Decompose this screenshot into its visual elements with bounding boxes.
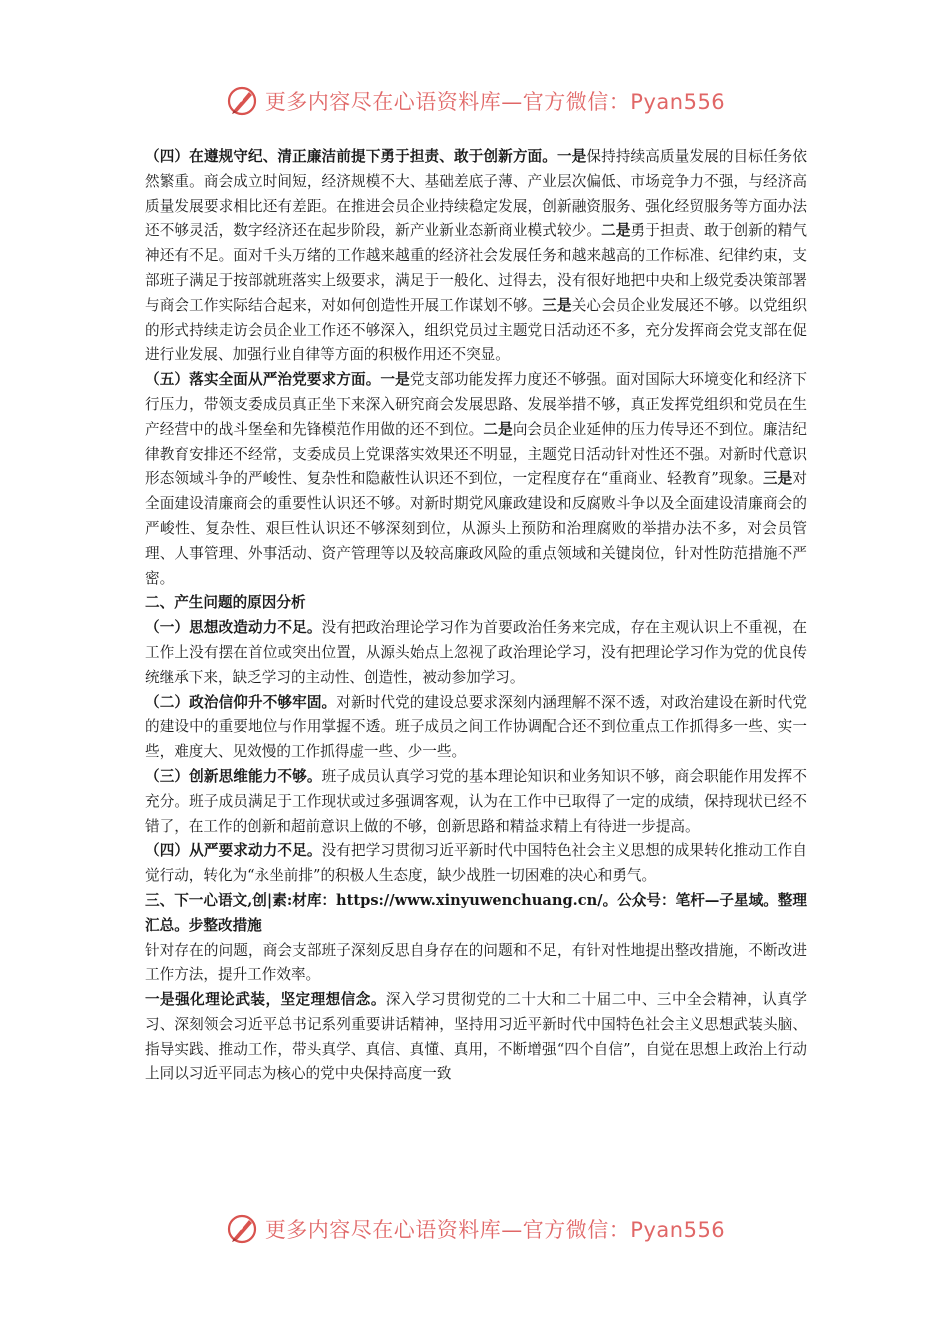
paragraph bbox=[145, 691, 807, 765]
paragraph bbox=[145, 765, 807, 839]
bold-text: 三是 bbox=[762, 470, 793, 488]
body-text: 对新时代党的建设总要求深刻内涵理解不深不透，对政治建设在新时代党的建设中的重要地位与作用掌握不透。班子成员之间工作协调配合还不到位重点工作抓得多一些、实一些，难度大、见效慢的工作抓得虚一些、少一些。 bbox=[145, 693, 807, 761]
body-text: 向会员企业延伸的压力传导还不到位。廉洁纪律教育安排还不经常，支委成员上党课落实效果还不明显，主题党日活动针对性还不强。对新时代意识形态领域斗争的严峻性、复杂性和隐蔽性认识还不到位，一定程度存在“重商业、轻教育”现象。 bbox=[145, 420, 807, 488]
paragraph bbox=[145, 591, 807, 616]
pen-logo-icon bbox=[225, 84, 259, 118]
body-text: 保持持续高质量发展的目标任务依然繁重。商会成立时间短，经济规模不大、基础差底子薄、产业层次偏低、市场竞争力不强，与经济高质量发展要求相比还有差距。在推进会员企业持续稳定发展，创新融资服务、强化经贸服务等方面办法还不够灵活，数字经济还在起步阶段，新产业新业态新商业模式较少。 bbox=[145, 148, 807, 240]
document-body bbox=[145, 145, 807, 1087]
bold-text: 一是 bbox=[556, 148, 587, 165]
body-text: 党支部功能发挥力度还不够强。面对国际大环境变化和经济下行压力，带领支委成员真正坐下来深入研究商会发展思路、发展举措不够，真正发挥党组织和党员在生产经营中的战斗堡垒和先锋模范作用做的还不到位。 bbox=[145, 371, 807, 438]
paragraph bbox=[145, 939, 807, 989]
bold-text: 三、下一心语文,创|素:材库：https://www.xinyuwenchuang.cn/。公众号：笔杆—子星域。整理汇总。步整改措施 bbox=[145, 891, 807, 934]
paragraph bbox=[145, 368, 807, 591]
bold-text: （三）创新思维能力不够。 bbox=[145, 767, 322, 785]
banner-text: 更多内容尽在心语资料库—官方微信：Pyan556 bbox=[264, 90, 726, 114]
bold-text: 二是 bbox=[483, 420, 513, 438]
bold-text: 三是 bbox=[542, 296, 572, 314]
bold-text: 二、产生问题的原因分析 bbox=[145, 594, 306, 612]
bold-text: 一是强化理论武装，坚定理想信念。 bbox=[145, 991, 386, 1009]
bold-text: （二）政治信仰升不够牢固。 bbox=[145, 693, 337, 711]
paragraph bbox=[145, 616, 807, 690]
body-text: 深入学习贯彻党的二十大和二十届二中、三中全会精神，认真学习、深刻领会习近平总书记系列重要讲话精神，坚持用习近平新时代中国特色社会主义思想武装头脑、指导实践、推动工作，带头真学、真信、真懂、真用，不断增强“四个自信”，自觉在思想上政治上行动上同以习近平同志为核心的党中央保持高度一致 bbox=[145, 991, 807, 1083]
body-text: 对全面建设清廉商会的重要性认识还不够。对新时期党风廉政建设和反腐败斗争以及全面建设清廉商会的严峻性、复杂性、艰巨性认识还不够深刻到位，从源头上预防和治理腐败的举措办法不多，对会员管理、人事管理、外事活动、资产管理等以及较高廉政风险的重点领域和关键岗位，针对性防范措施不严密。 bbox=[145, 470, 807, 587]
bold-text: 二是 bbox=[601, 222, 631, 240]
body-text: 班子成员认真学习党的基本理论知识和业务知识不够，商会职能作用发挥不充分。班子成员满足于工作现状或过多强调客观，认为在工作中已取得了一定的成绩，保持现状已经不错了，在工作的创新和超前意识上做的不够，创新思路和精益求精上有待进一步提高。 bbox=[145, 767, 807, 835]
pen-logo-icon bbox=[225, 1212, 259, 1246]
bold-text: （四）从严要求动力不足。 bbox=[145, 842, 322, 860]
footer-banner bbox=[0, 1212, 950, 1246]
bold-text: （五）落实全面从严治党要求方面。 bbox=[145, 371, 381, 389]
header-banner bbox=[0, 84, 950, 118]
body-text: 关心会员企业发展还不够。以党组织的形式持续走访会员企业工作还不够深入，组织党员过主题党日活动还不多，充分发挥商会党支部在促进行业发展、加强行业自律等方面的积极作用还不突显。 bbox=[145, 296, 807, 364]
bold-text: 一是 bbox=[380, 371, 410, 389]
paragraph bbox=[145, 988, 807, 1087]
bold-text: （四）在遵规守纪、清正廉洁前提下勇于担责、敢于创新方面。 bbox=[145, 148, 557, 165]
banner-text: 更多内容尽在心语资料库—官方微信：Pyan556 bbox=[264, 1218, 726, 1242]
body-text: 没有把政治理论学习作为首要政治任务来完成，存在主观认识上不重视，在工作上没有摆在首位或突出位置，从源头始点上忽视了政治理论学习，没有把理论学习作为党的优良传统继承下来，缺乏学习的主动性、创造性，被动参加学习。 bbox=[145, 619, 807, 686]
body-text: 没有把学习贯彻习近平新时代中国特色社会主义思想的成果转化推动工作自觉行动，转化为“永坐前排”的积极人生态度，缺少战胜一切困难的决心和勇气。 bbox=[145, 842, 807, 885]
paragraph bbox=[145, 889, 807, 939]
paragraph bbox=[145, 839, 807, 889]
body-text: 针对存在的问题，商会支部班子深刻反思自身存在的问题和不足，有针对性地提出整改措施，不断改进工作方法，提升工作效率。 bbox=[145, 941, 807, 984]
paragraph bbox=[145, 145, 807, 368]
bold-text: （一）思想改造动力不足。 bbox=[145, 619, 322, 637]
body-text: 勇于担责、敢于创新的精气神还有不足。面对千头万绪的工作越来越重的经济社会发展任务和越来越高的工作标准、纪律约束，支部班子满足于按部就班落实上级要求，满足于一般化、过得去，没有很好地把中央和上级党委决策部署与商会工作实际结合起来，对如何创造性开展工作谋划不够。 bbox=[145, 222, 807, 314]
